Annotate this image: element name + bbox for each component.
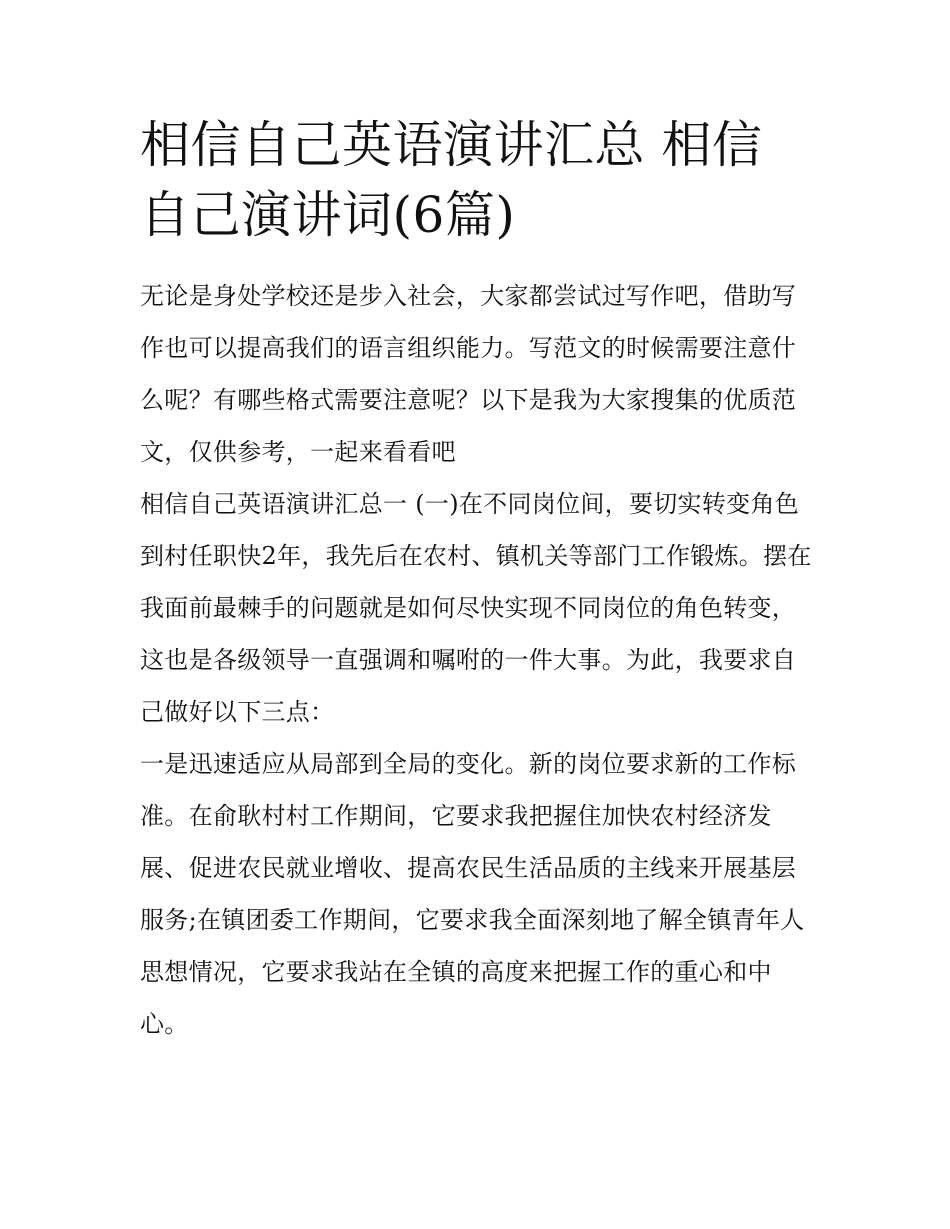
document-page bbox=[140, 110, 812, 1050]
section-heading-paragraph: 相信自己英语演讲汇总一 (一)在不同岗位间，要切实转变角色 bbox=[140, 490, 800, 518]
document-title: 相信自己英语演讲汇总 相信自己演讲词(6篇) bbox=[140, 116, 763, 244]
document-body bbox=[140, 270, 812, 1050]
intro-paragraph: 无论是身处学校还是步入社会，大家都尝试过写作吧，借助写作也可以提高我们的语言组织能力。写范文的时候需要注意什么呢？有哪些格式需要注意呢？以下是我为大家搜集的优质范文，仅供参考，一起来看看吧 bbox=[140, 282, 797, 466]
body-paragraph: 一是迅速适应从局部到全局的变化。新的岗位要求新的工作标准。在俞耿村村工作期间，它要求我把握住加快农村经济发展、促进农民就业增收、提高农民生活品质的主线来开展基层服务;在镇团委工作期间，它要求我全面深刻地了解全镇青年人思想情况，它要求我站在全镇的高度来把握工作的重心和中心。 bbox=[140, 750, 805, 1038]
body-paragraph: 到村任职快2年，我先后在农村、镇机关等部门工作锻炼。摆在我面前最棘手的问题就是如何尽快实现不同岗位的角色转变，这也是各级领导一直强调和嘱咐的一件大事。为此，我要求自己做好以下三点： bbox=[140, 542, 812, 726]
